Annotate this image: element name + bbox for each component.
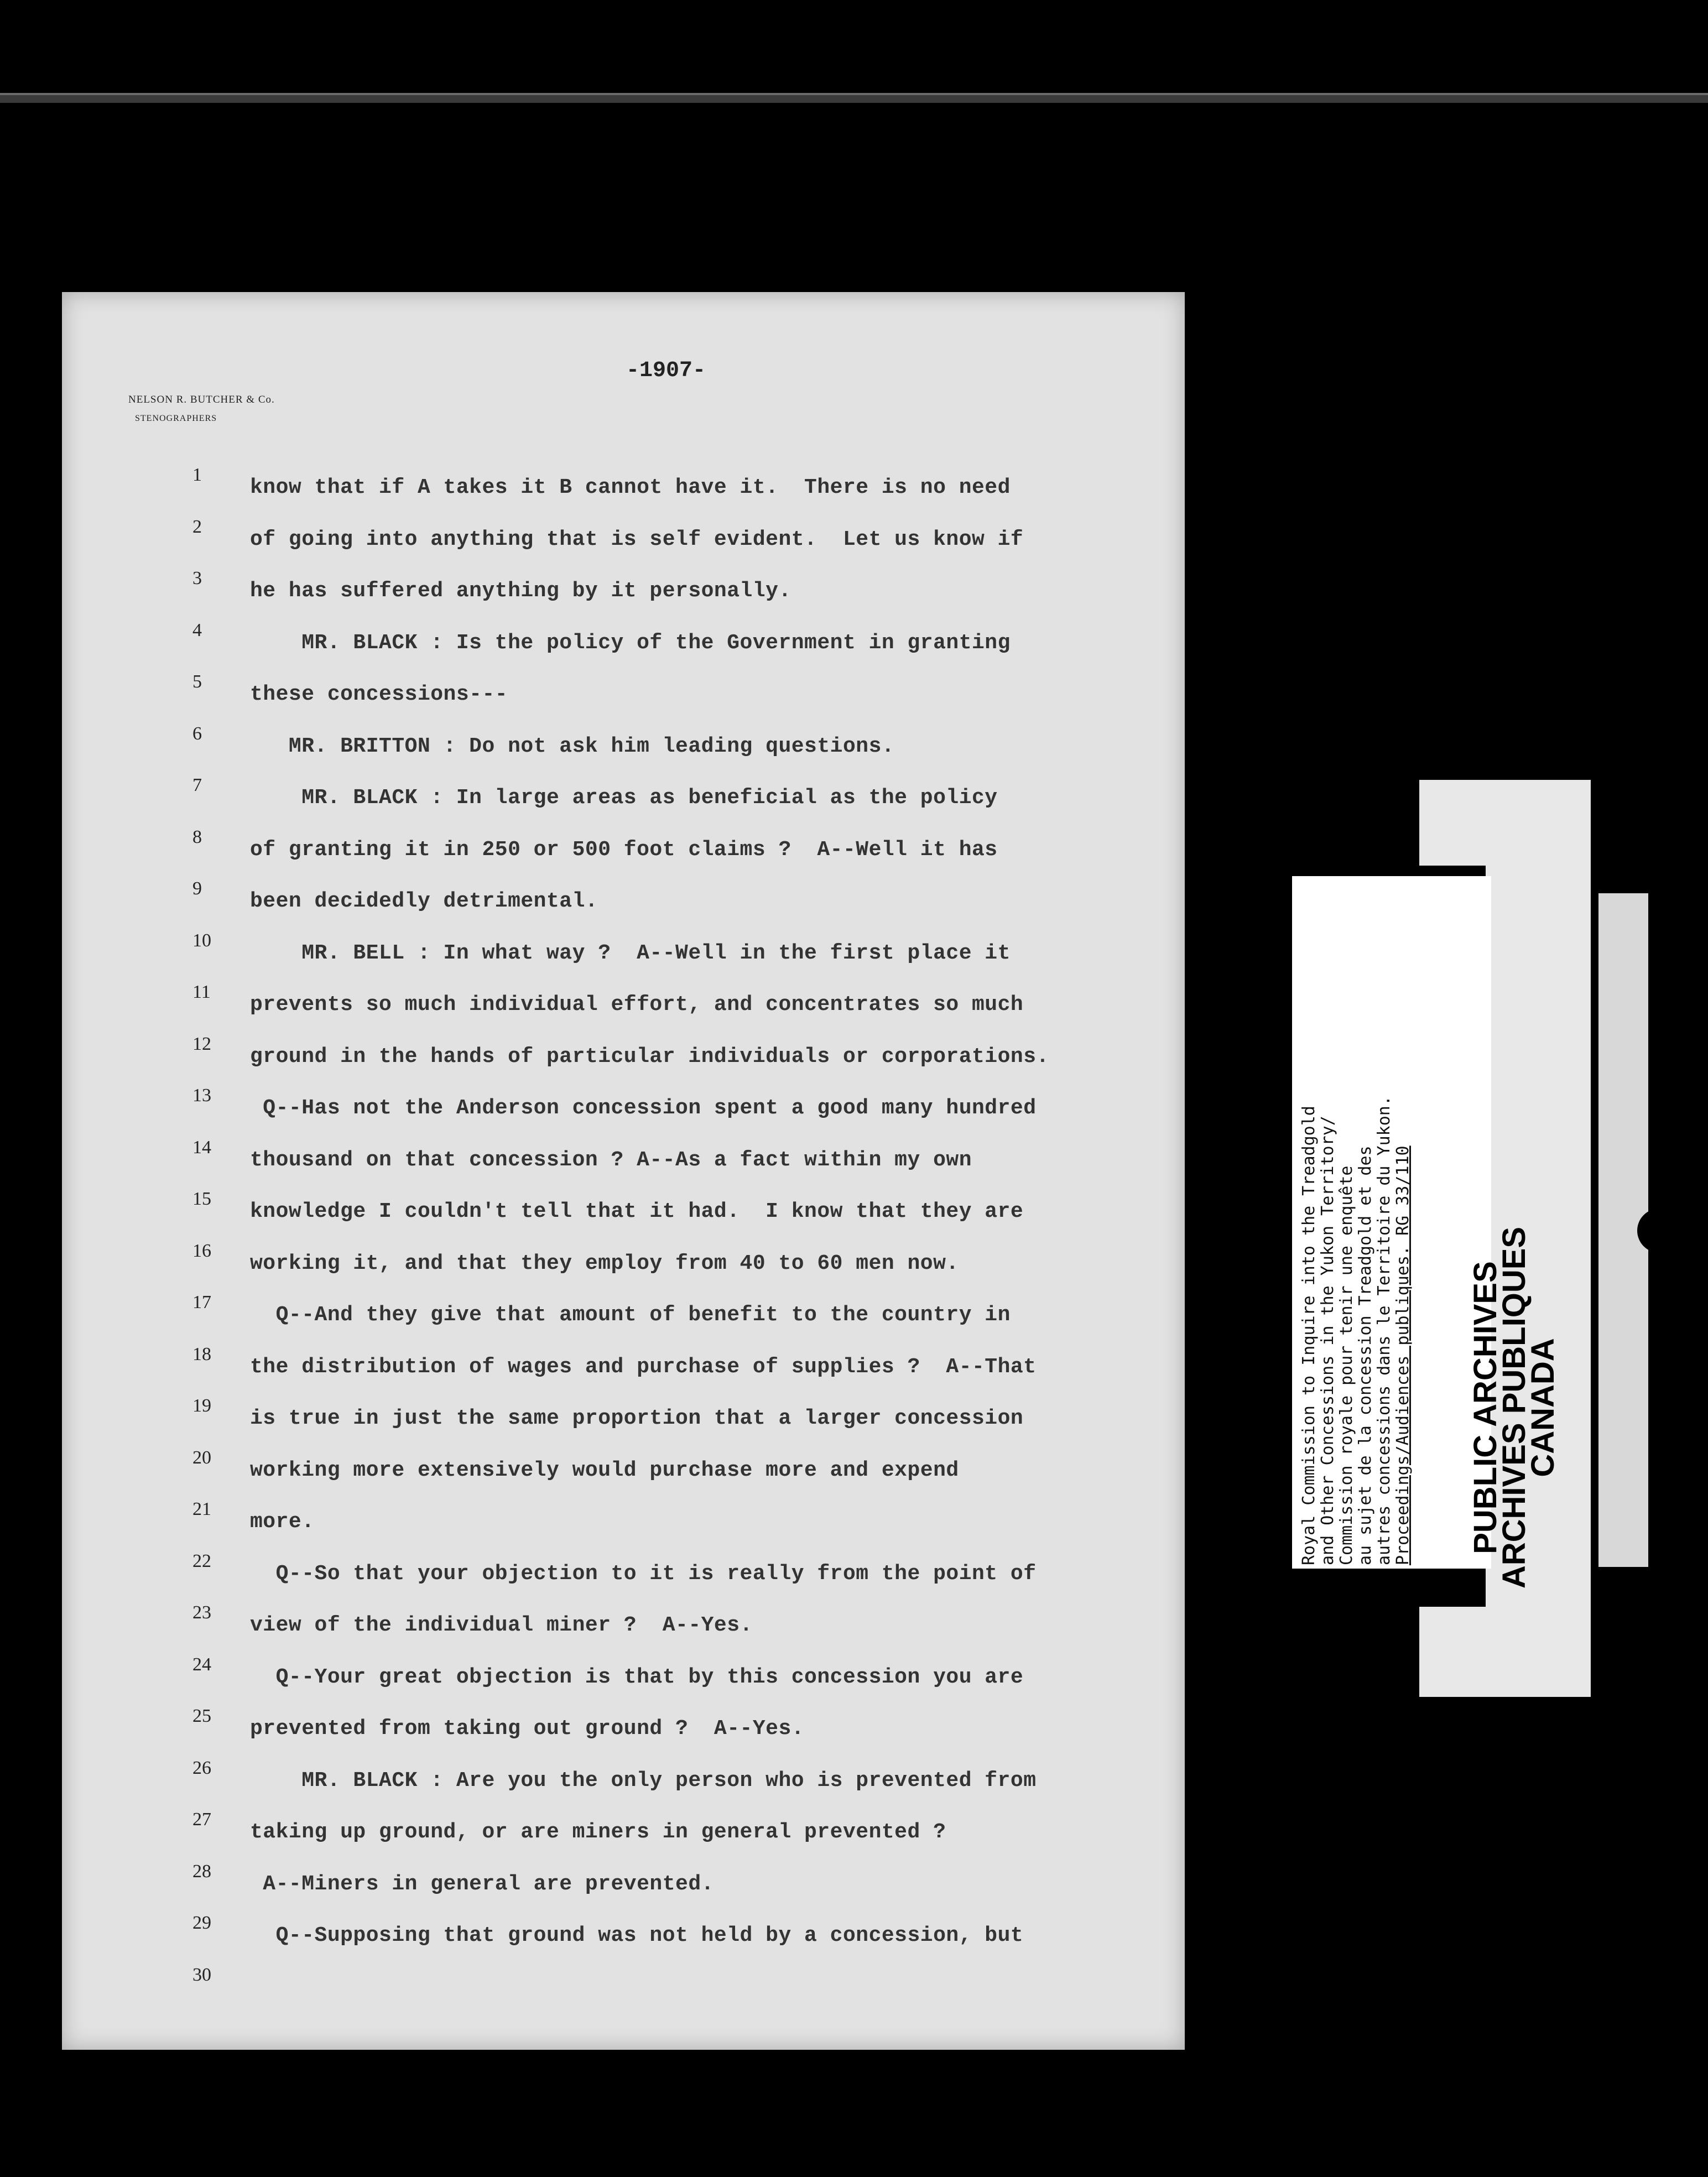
line-number: 25 [192, 1706, 211, 1726]
line-number: 10 [192, 930, 211, 951]
line-number: 15 [192, 1189, 211, 1209]
line-number: 27 [192, 1809, 211, 1830]
transcript-lines [62, 292, 1185, 2050]
transcript-line: Q--So that your objection to it is really from the point of [250, 1561, 1037, 1586]
label-line-2: and Other Concessions in the Yukon Territory/ [1318, 1116, 1337, 1565]
line-number: 17 [192, 1292, 211, 1313]
transcript-line: know that if A takes it B cannot have it. There is no need [250, 476, 1011, 499]
line-number: 20 [192, 1447, 211, 1468]
film-edge [0, 93, 1708, 103]
stamp-line-1: PUBLIC ARCHIVES [1467, 1261, 1503, 1554]
transcript-line: Q--Your great objection is that by this concession you are [250, 1665, 1024, 1689]
transcript-line: is true in just the same proportion that a larger concession [250, 1407, 1024, 1430]
line-number: 8 [192, 826, 202, 847]
archive-label-text [1300, 885, 1482, 1565]
transcript-line: Q--And they give that amount of benefit to the country in [250, 1303, 1011, 1327]
label-line-3: Commission royale pour tenir une enquête [1337, 1165, 1356, 1565]
transcript-line: MR. BLACK : In large areas as beneficial as the policy [250, 786, 998, 810]
line-number: 29 [192, 1913, 211, 1933]
line-number: 6 [192, 723, 202, 744]
transcript-line: more. [250, 1510, 315, 1534]
line-number: 30 [192, 1964, 211, 1985]
transcript-line: MR. BLACK : Are you the only person who is prevented from [250, 1768, 1037, 1793]
transcript-line: knowledge I couldn't tell that it had. I know that they are [250, 1200, 1024, 1223]
transcript-line: he has suffered anything by it personally. [250, 579, 791, 603]
transcript-line: MR. BLACK : Is the policy of the Government in granting [250, 631, 1011, 655]
line-number: 11 [192, 982, 211, 1002]
transcript-line: the distribution of wages and purchase of supplies ? A--That [250, 1355, 1037, 1379]
transcript-line: view of the individual miner ? A--Yes. [250, 1613, 753, 1637]
line-number: 1 [192, 465, 202, 485]
line-number: 19 [192, 1395, 211, 1416]
line-number: 22 [192, 1550, 211, 1571]
stamp-line-2: ARCHIVES PUBLIQUES [1496, 1226, 1532, 1589]
line-number: 16 [192, 1240, 211, 1261]
line-number: 18 [192, 1343, 211, 1364]
line-number: 3 [192, 568, 202, 588]
transcript-line: working more extensively would purchase more and expend [250, 1458, 959, 1482]
transcript-line: MR. BELL : In what way ? A--Well in the first place it [250, 941, 1011, 965]
transcript-line: of going into anything that is self evident. Let us know if [250, 527, 1024, 551]
transcript-line: Q--Supposing that ground was not held by a concession, but [250, 1924, 1024, 1947]
public-archives-stamp [1467, 1203, 1561, 1612]
transcript-line: taking up ground, or are miners in general prevented ? [250, 1820, 946, 1844]
label-line-4: au sujet de la concession Treadgold et des [1356, 1145, 1375, 1565]
transcript-line: of granting it in 250 or 500 foot claims ? A--Well it has [250, 837, 998, 862]
line-number: 7 [192, 775, 202, 795]
line-number: 28 [192, 1861, 211, 1882]
transcript-line: A--Miners in general are prevented. [250, 1872, 714, 1896]
line-number: 2 [192, 516, 202, 537]
transcript-line: prevents so much individual effort, and concentrates so much [250, 993, 1024, 1017]
label-line-6: Proceedings/Audiences publiques. RG 33/110 [1393, 1145, 1413, 1565]
transcript-line: working it, and that they employ from 40 to 60 men now. [250, 1251, 959, 1275]
transcript-line: prevented from taking out ground ? A--Yes. [250, 1717, 805, 1741]
label-line-1: Royal Commission to Inquire into the Treadgold [1299, 1106, 1319, 1565]
transcript-line: MR. BRITTON : Do not ask him leading questions. [250, 734, 895, 758]
line-number: 9 [192, 878, 202, 899]
line-number: 14 [192, 1137, 211, 1158]
line-number: 23 [192, 1602, 211, 1623]
line-number: 4 [192, 619, 202, 640]
stamp-line-3: CANADA [1525, 1338, 1561, 1477]
line-number: 26 [192, 1757, 211, 1778]
letterhead-company: NELSON R. BUTCHER & Co. [128, 394, 275, 405]
page-number: -1907- [626, 358, 706, 383]
transcript-line: ground in the hands of particular individuals or corporations. [250, 1044, 1049, 1069]
line-number: 12 [192, 1033, 211, 1054]
transcript-line: these concessions--- [250, 683, 508, 706]
line-number: 24 [192, 1654, 211, 1675]
letterhead-subtitle: STENOGRAPHERS [135, 414, 217, 423]
label-line-5: autres concessions dans le Territoire du Yukon. [1374, 1096, 1394, 1565]
line-number: 21 [192, 1499, 211, 1519]
line-number: 13 [192, 1085, 211, 1106]
line-number: 5 [192, 671, 202, 692]
transcript-line: Q--Has not the Anderson concession spent a good many hundred [250, 1096, 1037, 1120]
transcript-line: thousand on that concession ? A--As a fact within my own [250, 1148, 972, 1172]
transcript-line: been decidedly detrimental. [250, 889, 598, 913]
document-page [62, 292, 1185, 2050]
